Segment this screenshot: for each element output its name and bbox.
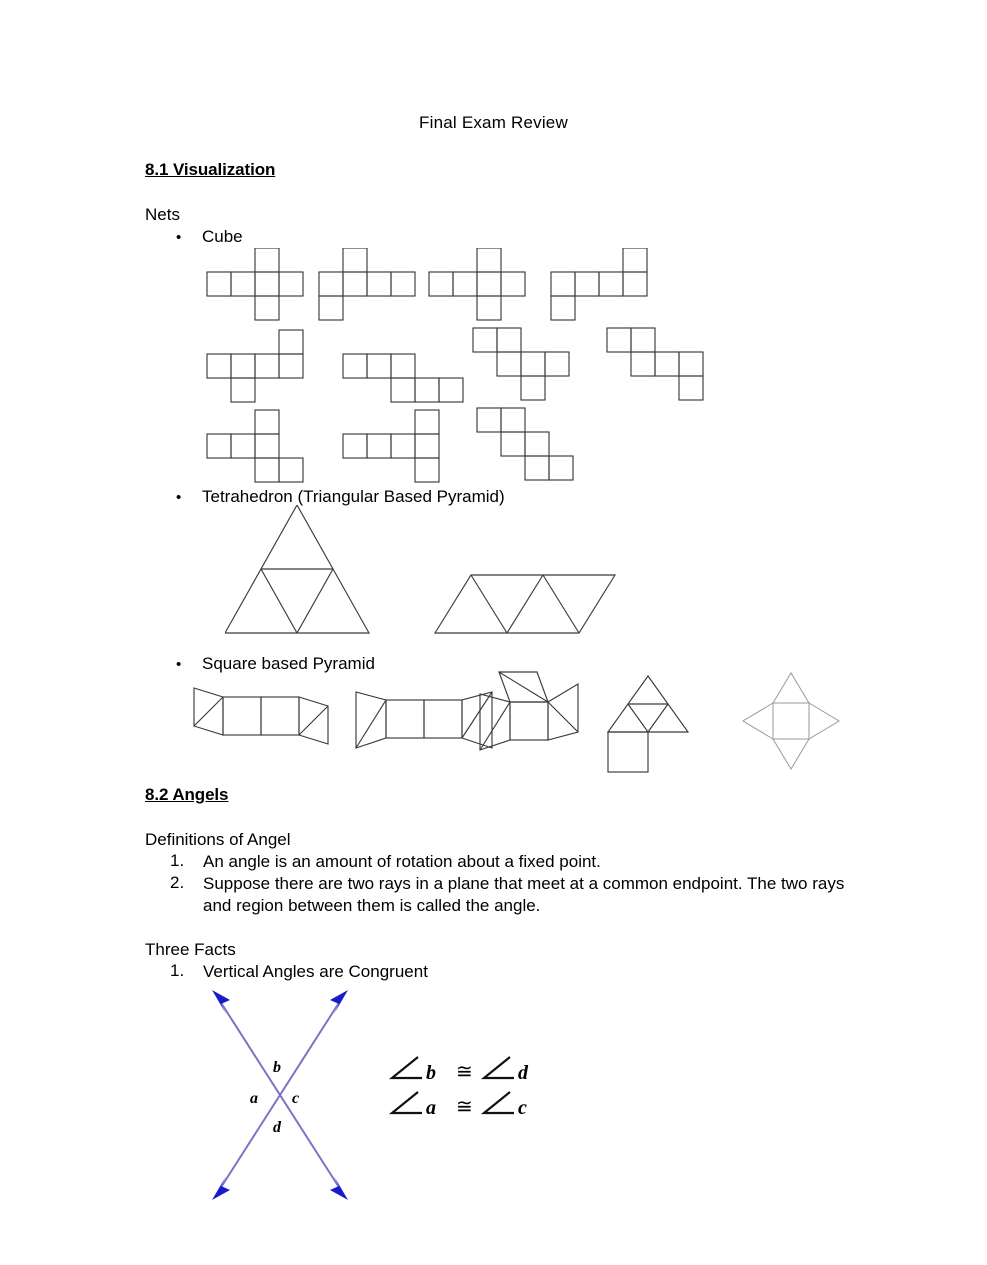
bullet-item-cube <box>176 227 243 247</box>
cube-net-5 <box>207 330 303 402</box>
vertical-angles-figure <box>200 980 540 1205</box>
cube-nets-svg <box>195 248 735 493</box>
cube-net-10 <box>343 410 439 482</box>
facts-label: Three Facts <box>145 940 236 959</box>
angle-label-a: a <box>250 1090 258 1107</box>
cube-net-3 <box>429 248 525 320</box>
definition-item-1 <box>170 851 870 873</box>
section-heading-angels: 8.2 Angels <box>145 785 229 804</box>
cube-net-1 <box>207 248 303 320</box>
bullet-glyph-icon: • <box>176 229 182 246</box>
cube-net-4 <box>551 248 647 320</box>
congruence-2-left-label: a <box>426 1097 436 1119</box>
bullet-label-square-pyramid: Square based Pyramid <box>202 654 375 673</box>
angle-label-c: c <box>292 1090 300 1107</box>
cube-net-8 <box>607 328 703 400</box>
tetrahedron-nets-figure <box>225 505 655 650</box>
congruence-2-symbol: ≅ <box>456 1096 473 1118</box>
tetrahedron-nets-svg <box>225 505 655 650</box>
bullet-glyph-icon: • <box>176 656 182 673</box>
cube-net-2 <box>319 248 415 320</box>
bullet-glyph-icon: • <box>176 489 182 506</box>
section-heading-visualization: 8.1 Visualization <box>145 160 276 179</box>
bullet-label-cube: Cube <box>202 227 243 246</box>
fact-number-1: 1. <box>170 961 185 980</box>
definition-text-2: Suppose there are two rays in a plane that meet at a common endpoint. The two rays and region between them is called the angle. <box>203 874 845 915</box>
cube-net-7 <box>473 328 569 400</box>
definition-number-1: 1. <box>170 851 185 870</box>
vertical-angles-rays <box>218 998 342 1192</box>
sqpyr-net-triangle-over-square <box>608 676 688 772</box>
vertical-angles-svg <box>200 980 540 1205</box>
angle-label-b: b <box>273 1059 281 1076</box>
nets-label: Nets <box>145 205 180 224</box>
sqpyr-net-diagonal <box>480 672 578 750</box>
tetra-net-big-triangle <box>225 505 369 633</box>
square-pyramid-nets-svg <box>180 670 860 780</box>
definition-text-1: An angle is an amount of rotation about a fixed point. <box>203 852 601 871</box>
congruence-1-right-label: d <box>518 1062 528 1084</box>
definitions-label: Definitions of Angel <box>145 830 291 849</box>
square-pyramid-nets-figure <box>180 670 860 780</box>
sqpyr-net-star <box>743 673 839 769</box>
definition-item-2 <box>170 873 870 917</box>
sqpyr-net-bowl <box>356 692 492 748</box>
cube-net-6 <box>343 354 463 402</box>
congruence-2-right-label: c <box>518 1097 527 1119</box>
tetra-net-strip <box>435 575 615 633</box>
congruence-statement-2 <box>392 1092 527 1119</box>
bullet-item-tetrahedron <box>176 487 505 507</box>
cube-net-9 <box>207 410 303 482</box>
congruence-1-symbol: ≅ <box>456 1061 473 1083</box>
congruence-statement-1 <box>392 1057 529 1084</box>
bullet-label-tetrahedron: Tetrahedron (Triangular Based Pyramid) <box>202 487 505 506</box>
angle-label-d: d <box>273 1119 281 1136</box>
cube-nets-figure <box>195 248 735 493</box>
sqpyr-net-strip <box>194 688 328 744</box>
definition-number-2: 2. <box>170 873 185 892</box>
cube-net-11 <box>477 408 573 480</box>
page-title: Final Exam Review <box>419 113 568 132</box>
congruence-1-left-label: b <box>426 1062 436 1084</box>
fact-text-1: Vertical Angles are Congruent <box>203 962 428 981</box>
